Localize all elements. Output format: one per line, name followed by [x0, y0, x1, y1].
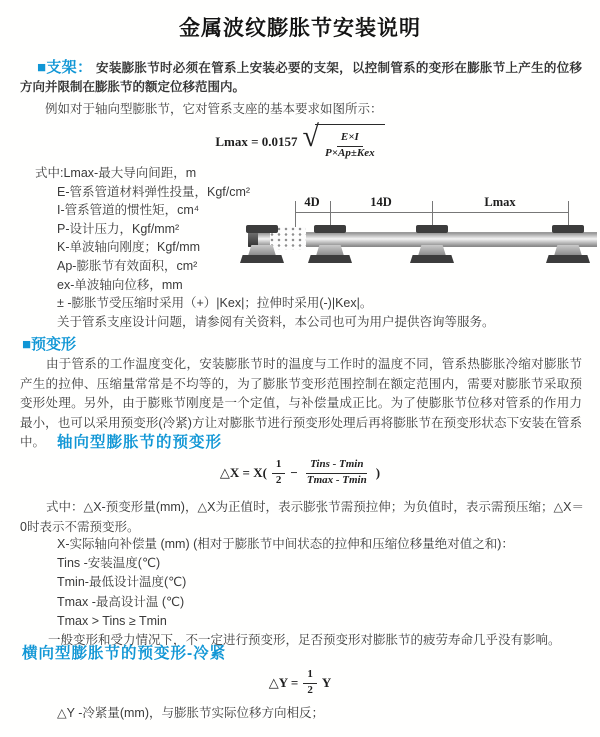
pipe-support-diagram [248, 190, 598, 286]
support-note-text: 关于管系支座设计问题，请参阅有关资料，本公司也可为用户提供咨询等服务。 [57, 314, 495, 329]
lmax-formula-fraction [321, 131, 379, 161]
sqrt-radical [302, 120, 385, 161]
dimension-label-4d: 4D [304, 195, 320, 209]
lateral-predeform-formula [0, 668, 600, 698]
definition-line: Tmax > Tins ≥ Tmin [57, 613, 167, 628]
support-pedestal [554, 245, 582, 256]
lateral-formula-rhs: Y [321, 674, 332, 690]
support-base [410, 255, 454, 263]
definition-line: ex-单波轴向位移，mm [57, 277, 183, 292]
pipe-clamp [416, 225, 448, 233]
lmax-formula-numerator: E×I [337, 131, 363, 147]
definition-line: 式中:Lmax-最大导向间距，m [35, 166, 197, 180]
axial-definition-list [57, 535, 514, 631]
one-half-denominator: 2 [307, 683, 313, 696]
pipe-clamp [314, 225, 346, 233]
sqrt-body [315, 124, 385, 161]
support-pedestal [248, 245, 276, 256]
definition-line: Tmax -最高设计温 (℃) [57, 594, 185, 609]
pipe-support [545, 225, 591, 268]
support-base [308, 255, 352, 263]
axial-predeform-formula [0, 458, 600, 488]
lmax-formula [0, 120, 600, 161]
lmax-formula-lhs: Lmax = 0.0157 [215, 134, 298, 150]
definition-line: P-设计压力，Kgf/mm² [57, 221, 180, 236]
definition-line: Tmin-最低设计温度(℃) [57, 575, 187, 590]
dimension-label-lmax: Lmax [484, 195, 516, 209]
pre-deform-section-heading: ■预变形 [22, 336, 77, 353]
lateral-section-heading: 横向型膨胀节的预变形-冷紧 [22, 645, 227, 662]
page-title: 金属波纹膨胀节安装说明 [179, 17, 421, 40]
axial-note-text: 一般变形和受力情况下，不一定进行预变形，足否预变形对膨胀节的疲劳寿命几乎没有影响。 [48, 633, 561, 647]
support-example-text: 例如对于轴向型膨胀节，它对管系支座的基本要求如图所示： [45, 102, 383, 116]
temperature-fraction [303, 458, 371, 488]
pipe-clamp [552, 225, 584, 233]
support-pedestal [316, 245, 344, 256]
temperature-fraction-denominator: Tmax - Tmin [306, 473, 367, 486]
support-intro-text: 安装膨胀节时必须在管系上安装必要的支架，以控制管系的变形在膨胀节上产生的位移方向并限制在膨胀节的额定位移范围内。 [20, 61, 582, 94]
temperature-fraction-numerator: Tins - Tmin [306, 458, 367, 474]
support-base [240, 255, 284, 263]
pipe-support [239, 225, 285, 268]
pipe-clamp [246, 225, 278, 233]
dimension-label-14d: 14D [370, 195, 392, 209]
definition-line: X-实际轴向补偿量 (mm) (相对于膨胀节中间状态的拉伸和压缩位移量绝对值之和)： [57, 537, 514, 551]
pipe-support [409, 225, 455, 268]
one-half-fraction [303, 668, 317, 698]
axial-formula-minus: − [290, 464, 298, 480]
one-half-fraction [272, 458, 286, 488]
support-pedestal [418, 245, 446, 256]
sqrt-glyph-icon: √ [302, 120, 320, 153]
lmax-formula-denominator: P×Ap±Kex [325, 146, 375, 159]
axial-section-heading: 轴向型膨胀节的预变形 [57, 434, 223, 451]
one-half-numerator: 1 [272, 458, 286, 474]
definition-line: Tins -安装温度(℃) [57, 556, 161, 571]
lateral-definition-text: △Y -冷紧量(mm)，与膨胀节实际位移方向相反； [57, 706, 325, 720]
one-half-numerator: 1 [303, 668, 317, 684]
definition-line: ± -膨胀节受压缩时采用（+）|Kex|；拉伸时采用(-)|Kex|。 [57, 296, 373, 311]
support-paragraph [20, 58, 582, 97]
axial-formula-close-paren: ) [375, 464, 381, 480]
support-base [546, 255, 590, 263]
axial-formula-lhs: △X = X( [219, 464, 267, 480]
definition-line: Ap-膨胀节有效面积，cm² [57, 258, 198, 273]
definition-line: K-单波轴向刚度；Kgf/mm [57, 240, 201, 255]
pipe-support [307, 225, 353, 268]
definition-line: I-管系管道的惯性矩，cm⁴ [57, 203, 200, 218]
axial-where-paragraph: 式中：△X-预变形量(mm)，△X为正值时，表示膨张节需预拉伸；为负值时，表示需预压缩；△X＝0时表示不需预变形。 [20, 500, 584, 534]
one-half-denominator: 2 [275, 473, 282, 486]
support-section-heading: ■支架： [37, 59, 93, 76]
lateral-formula-lhs: △Y = [268, 674, 299, 690]
pre-deform-paragraph: 由于管系的工作温度变化，安装膨胀节时的温度与工作时的温度不同，管系热膨胀冷缩对膨胀节产生的拉伸、压缩量常常是不均等的，为了膨胀节变形范围控制在额定范围内，需要对膨胀节采取预变形处理。另外，由于膨账节刚度是一个定值，与补偿量成正比。为了使膨胀节位移对管系的作用力最小，也可以采用预变形(冷紧)方让对膨胀节进行预变形处理后再将膨胀节在预变形状态下安装在管系中。 [20, 357, 582, 449]
definition-line: E-管系管道材料弹性投量，Kgf/cm² [57, 184, 251, 199]
